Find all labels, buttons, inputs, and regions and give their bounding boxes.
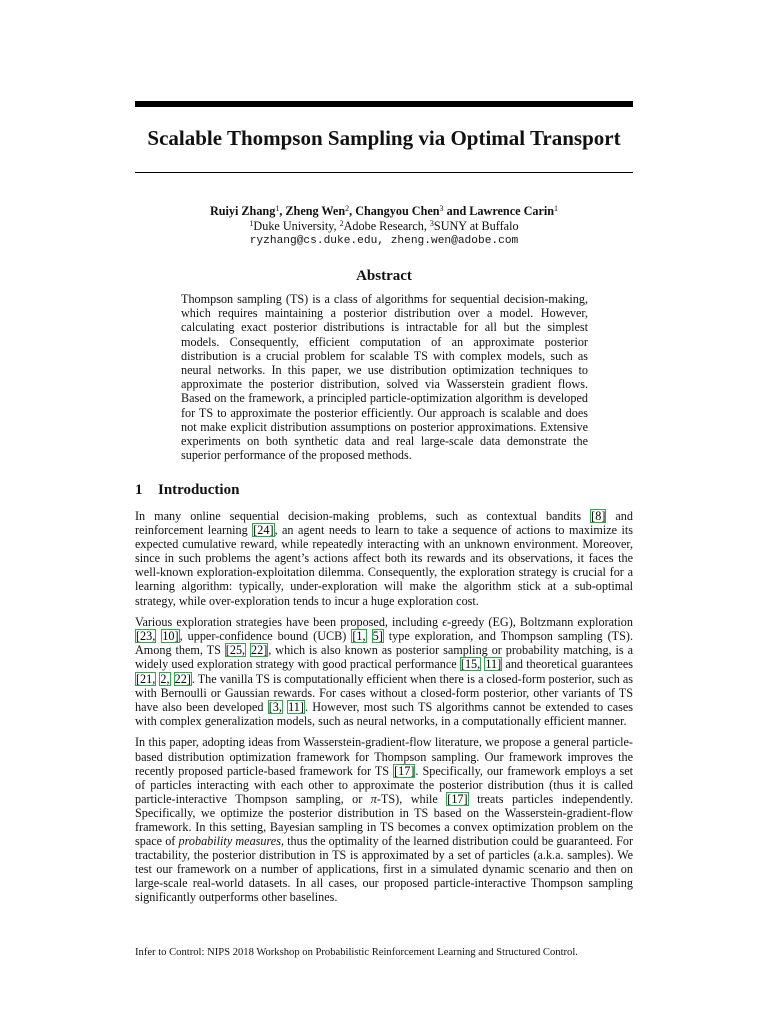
paragraph-text: and reinforcement learning: [135, 509, 633, 538]
citation-link[interactable]: 11]: [485, 657, 502, 672]
paragraph-text: . However, most such TS algorithms cannot be extended to cases with complex generalization models, such as neural networks, in a computationally efficient manner.: [135, 699, 634, 728]
section-heading-introduction: [135, 480, 239, 500]
abstract-heading: Abstract: [356, 268, 412, 284]
citation-link[interactable]: [17]: [447, 791, 468, 806]
author-2: Zheng Wen: [285, 204, 346, 218]
affiliation-3-marker: 3: [429, 219, 434, 228]
affiliation-2: Adobe Research,: [343, 219, 430, 233]
citation-link[interactable]: 22]: [251, 643, 268, 658]
author-3-affiliation: 3: [439, 204, 444, 213]
citation-link[interactable]: 11]: [288, 699, 304, 714]
author-4-affiliation: 1: [554, 204, 559, 213]
affiliation-2-marker: 2: [339, 219, 344, 228]
paragraph-text: -TS), while: [376, 791, 447, 806]
introduction-body: [135, 509, 633, 912]
author-4: Lawrence Carin: [469, 204, 555, 218]
footer-venue-note: Infer to Control: NIPS 2018 Workshop on Probabilistic Reinforcement Learning and Structured Control.: [135, 947, 578, 958]
paragraph-1: [135, 509, 633, 608]
paragraph-text: Various exploration strategies have been proposed, including: [135, 615, 443, 630]
citation-link[interactable]: [1,: [352, 629, 366, 644]
citation-link[interactable]: 2,: [160, 671, 170, 686]
author-emails: ryzhang@cs.duke.edu, zheng.wen@adobe.com: [249, 235, 519, 247]
citation-link[interactable]: 5]: [372, 629, 383, 644]
author-separator: ,: [279, 204, 286, 218]
pi-symbol: π: [370, 791, 377, 806]
citation-link[interactable]: [15,: [460, 657, 481, 672]
title-bottom-rule: [135, 172, 633, 173]
epsilon-symbol: ϵ: [442, 615, 448, 630]
paragraph-text: treats particles independently. Specifically, we optimize the posterior distribution in TS based on the Wasserstein-gradient-flow framework. In this setting, Bayesian sampling in TS becomes a convex optimization problem on the space of: [135, 791, 633, 849]
author-names: [135, 204, 633, 219]
author-1-affiliation: 1: [275, 204, 280, 213]
affiliation-1-marker: 1: [249, 219, 254, 228]
paragraph-text: In many online sequential decision-making problems, such as contextual bandits: [135, 509, 591, 523]
section-title: Introduction: [158, 482, 240, 498]
paragraph-text: , thus the optimality of the learned distribution could be guaranteed. For tractability, the posterior distribution in TS is approximated by a set of particles (a.k.a. samples). We test our framework on a number of applications, first in a simulated dynamic scenario and then on large-scale real-world datasets. In all cases, our proposed particle-interactive Thompson sampling significantly outperforms other baselines.: [135, 834, 634, 905]
affiliation-1: Duke University,: [253, 219, 340, 233]
author-separator: and: [443, 204, 470, 218]
author-block: [135, 204, 633, 249]
paragraph-text: In this paper, adopting ideas from Wasserstein-gradient-flow literature, we propose a general particle-based distribution optimization framework for Thompson sampling. Our framework improves the recently proposed particle-based framework for TS: [135, 735, 633, 778]
paragraph-2: [135, 615, 633, 728]
citation-link[interactable]: [23,: [136, 629, 156, 644]
citation-link[interactable]: [8]: [591, 509, 606, 523]
paragraph-text: , an agent needs to learn to take a sequence of actions to maximize its expected cumulative reward, while repeatedly interacting with an unknown environment. Moreover, since in such problems the agent’s actions affect both its rewards and its observations, it faces the well-known exploration-exploitation dilemma. Consequently, the exploration strategy is crucial for a learning algorithm: typically, under-exploration will make the algorithm stick at a sub-optimal strategy, while over-exploration tends to incur a huge exploration cost.: [135, 523, 634, 608]
citation-link[interactable]: [3,: [268, 699, 282, 714]
citation-link[interactable]: [24]: [253, 523, 274, 538]
paragraph-text: , upper-confidence bound (UCB): [179, 629, 352, 644]
paper-title: Scalable Thompson Sampling via Optimal Transport: [147, 126, 621, 150]
paragraph-text: type exploration, and Thompson sampling (TS). Among them, TS: [135, 629, 634, 658]
affiliations: [135, 219, 633, 234]
citation-link[interactable]: [21,: [136, 671, 156, 686]
paragraph-text: . Specifically, our framework employs a set of particles interacting with each other to approximate the posterior distribution (thus it is called particle-interactive Thompson sampling, or: [135, 763, 634, 806]
author-1: Ruiyi Zhang: [209, 204, 276, 218]
author-2-affiliation: 2: [345, 204, 350, 213]
citation-link[interactable]: [17]: [394, 763, 415, 778]
paragraph-text: . The vanilla TS is computationally efficient when there is a closed-form posterior, such as with Bernoulli or Gaussian rewards. For cases without a closed-form posterior, other variants of TS have also been developed: [135, 671, 634, 714]
paragraph-3: [135, 735, 633, 904]
citation-link[interactable]: 10]: [162, 629, 179, 644]
section-number: 1: [135, 482, 143, 498]
paragraph-text: -greedy (EG), Boltzmann exploration: [447, 615, 633, 630]
citation-link[interactable]: 22]: [174, 671, 191, 686]
title-top-rule: [135, 101, 633, 107]
affiliation-3: SUNY at Buffalo: [433, 219, 519, 233]
author-3: Changyou Chen: [355, 204, 440, 218]
abstract-text: Thompson sampling (TS) is a class of algorithms for sequential decision-making, which requires maintaining a posterior distribution over a model. However, calculating exact posterior distributions is intractable for all but the simplest models. Consequently, efficient computation of an approximate posterior distribution is a crucial problem for scalable TS with complex models, such as neural networks. In this paper, we use distribution optimization techniques to approximate the posterior distribution, solved via Wasserstein gradient flows. Based on the framework, a principled particle-optimization algorithm is developed for TS to approximate the posterior efficiently. Our approach is scalable and does not make explicit distribution assumptions on posterior approximations. Extensive experiments on both synthetic data and real large-scale data demonstrate the superior performance of the proposed methods.: [181, 292, 588, 463]
paragraph-text: and theoretical guarantees: [502, 657, 633, 672]
author-separator: ,: [349, 204, 356, 218]
paragraph-text: , which is also known as posterior sampling or probability matching, is a widely used exploration strategy with good practical performance: [135, 643, 634, 672]
citation-link[interactable]: [25,: [225, 643, 246, 658]
emphasized-text: probability measures: [178, 834, 281, 849]
